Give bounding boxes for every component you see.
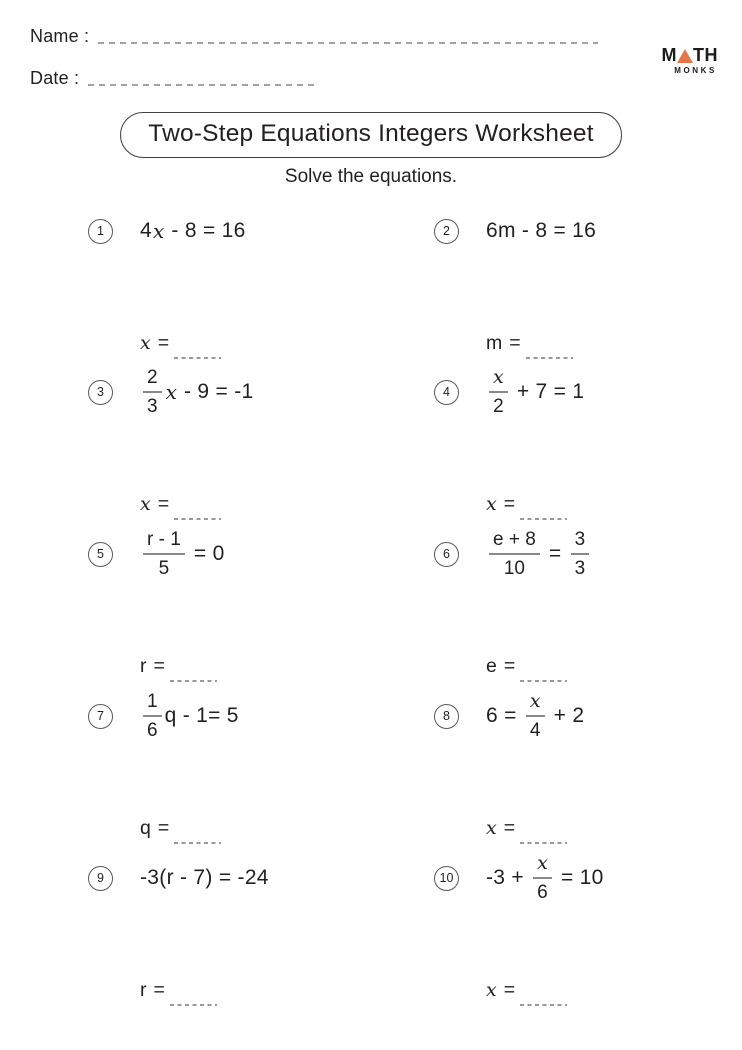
- answer-equals-sign: =: [157, 332, 170, 354]
- fraction: [143, 530, 185, 578]
- answer-variable: x: [486, 817, 497, 839]
- answer-line: [140, 654, 217, 678]
- answer-line: [140, 331, 221, 355]
- answer-line: [486, 978, 567, 1002]
- answer-variable: e: [486, 655, 497, 677]
- date-label: Date :: [30, 68, 80, 88]
- page-title: Two-Step Equations Integers Worksheet: [120, 112, 621, 158]
- equation-text: -3 +: [486, 865, 531, 889]
- answer-line: [140, 816, 221, 840]
- equation-row: [434, 518, 742, 590]
- fraction-denominator: 3: [147, 395, 158, 417]
- equation-row: [88, 356, 420, 428]
- fraction-numerator: x: [529, 690, 541, 713]
- equation: [140, 692, 239, 740]
- answer-variable: m: [486, 332, 503, 354]
- problem-item: [434, 356, 742, 515]
- fraction-numerator: x: [493, 366, 504, 389]
- problem-number-badge: 9: [88, 866, 113, 891]
- equation-variable: x: [152, 219, 165, 243]
- equation: [486, 692, 584, 740]
- equation-text: q - 1= 5: [164, 703, 239, 727]
- problem-number-badge: 7: [88, 704, 113, 729]
- title-container: [0, 112, 742, 158]
- fraction-denominator: 3: [574, 557, 586, 579]
- problem-number-badge: 10: [434, 866, 459, 891]
- equation-text: = 0: [187, 541, 225, 565]
- name-label: Name :: [30, 26, 90, 46]
- equation-text: -3(r - 7) = -24: [140, 866, 269, 889]
- answer-variable: x: [140, 493, 151, 515]
- equation-text: 6m - 8 = 16: [486, 219, 597, 242]
- problem-item: [434, 518, 742, 677]
- equation-row: [434, 680, 742, 752]
- equation-text: - 9 = -1: [177, 379, 254, 403]
- problem-item: [88, 680, 420, 839]
- answer-line: [140, 492, 221, 516]
- answer-equals-sign: =: [503, 493, 516, 515]
- equation: [486, 368, 584, 416]
- fraction-numerator: e + 8: [493, 529, 536, 551]
- equation-text: =: [542, 541, 568, 565]
- equation-row: [88, 518, 420, 590]
- name-field-row: [30, 25, 598, 47]
- equation-text: = 10: [554, 865, 604, 889]
- fraction: [571, 530, 590, 578]
- answer-line: [486, 816, 567, 840]
- equation-text: + 2: [547, 703, 585, 727]
- problem-item: [88, 356, 420, 515]
- answer-blank-line[interactable]: [520, 1004, 567, 1006]
- name-blank-line[interactable]: [98, 42, 598, 44]
- answer-line: [486, 492, 567, 516]
- answer-variable: r: [140, 655, 147, 677]
- fraction-denominator: 2: [493, 395, 504, 417]
- answer-equals-sign: =: [153, 979, 165, 1001]
- triangle-icon: [677, 49, 693, 63]
- fraction: [143, 368, 162, 416]
- answer-equals-sign: =: [503, 655, 516, 677]
- equation: [140, 530, 225, 578]
- problem-item: [434, 195, 742, 354]
- fraction: [143, 692, 162, 740]
- fraction-numerator: x: [537, 852, 548, 875]
- date-blank-line[interactable]: [88, 84, 318, 86]
- problem-number-badge: 2: [434, 219, 459, 244]
- equation-text: + 7 = 1: [510, 379, 585, 403]
- answer-line: [486, 654, 567, 678]
- fraction-numerator: 1: [147, 691, 158, 713]
- problem-number-badge: 5: [88, 542, 113, 567]
- answer-line: [140, 978, 217, 1002]
- problem-number-badge: 4: [434, 380, 459, 405]
- equation: [140, 866, 269, 890]
- answer-variable: q: [140, 817, 151, 839]
- fraction: [489, 368, 508, 416]
- math-monks-logo: [662, 46, 719, 75]
- answer-equals-sign: =: [503, 979, 516, 1001]
- equation-row: [434, 195, 742, 267]
- fraction-denominator: 6: [147, 719, 158, 741]
- fraction-numerator: 2: [147, 367, 158, 389]
- answer-equals-sign: =: [157, 817, 170, 839]
- logo-letter-m: M: [661, 45, 677, 65]
- fraction-numerator: r - 1: [147, 529, 181, 551]
- logo-wordmark: [662, 46, 719, 64]
- instructions-text: Solve the equations.: [284, 166, 458, 187]
- date-field-row: [30, 67, 318, 89]
- answer-equals-sign: =: [153, 655, 165, 677]
- problem-item: [434, 680, 742, 839]
- fraction-numerator: 3: [574, 529, 586, 551]
- fraction-denominator: 6: [537, 881, 548, 903]
- equation-row: [88, 195, 420, 267]
- answer-blank-line[interactable]: [170, 1004, 217, 1006]
- problem-number-badge: 6: [434, 542, 459, 567]
- problem-item: [88, 195, 420, 354]
- fraction-denominator: 5: [158, 557, 170, 579]
- equation-row: [88, 680, 420, 752]
- answer-variable: x: [486, 493, 497, 515]
- logo-letters-th: TH: [693, 45, 718, 65]
- answer-equals-sign: =: [509, 332, 521, 354]
- equation-row: [88, 842, 420, 914]
- fraction-denominator: 4: [529, 719, 541, 741]
- fraction: [533, 854, 552, 902]
- answer-line: [486, 331, 573, 355]
- equation-row: [434, 356, 742, 428]
- fraction-denominator: 10: [503, 557, 525, 579]
- equation: [486, 219, 596, 243]
- equation-text: - 8 = 16: [165, 219, 246, 242]
- fraction: [489, 530, 540, 578]
- equation-variable: x: [165, 379, 177, 404]
- equation: [486, 854, 604, 902]
- equation: [140, 219, 246, 243]
- problem-item: [88, 518, 420, 677]
- problem-number-badge: 8: [434, 704, 459, 729]
- answer-variable: x: [140, 332, 151, 354]
- answer-variable: r: [140, 979, 147, 1001]
- equation: [486, 530, 592, 578]
- equation-row: [434, 842, 742, 914]
- fraction: [526, 692, 545, 740]
- equation-text: 6 =: [486, 703, 523, 727]
- logo-subtext: MONKS: [674, 66, 717, 75]
- equation: [140, 368, 254, 416]
- problem-number-badge: 1: [88, 219, 113, 244]
- answer-equals-sign: =: [503, 817, 516, 839]
- problem-item: [434, 842, 742, 1001]
- problem-number-badge: 3: [88, 380, 113, 405]
- answer-variable: x: [486, 979, 497, 1001]
- answer-equals-sign: =: [157, 493, 170, 515]
- problem-item: [88, 842, 420, 1001]
- equation-text: 4: [140, 219, 152, 242]
